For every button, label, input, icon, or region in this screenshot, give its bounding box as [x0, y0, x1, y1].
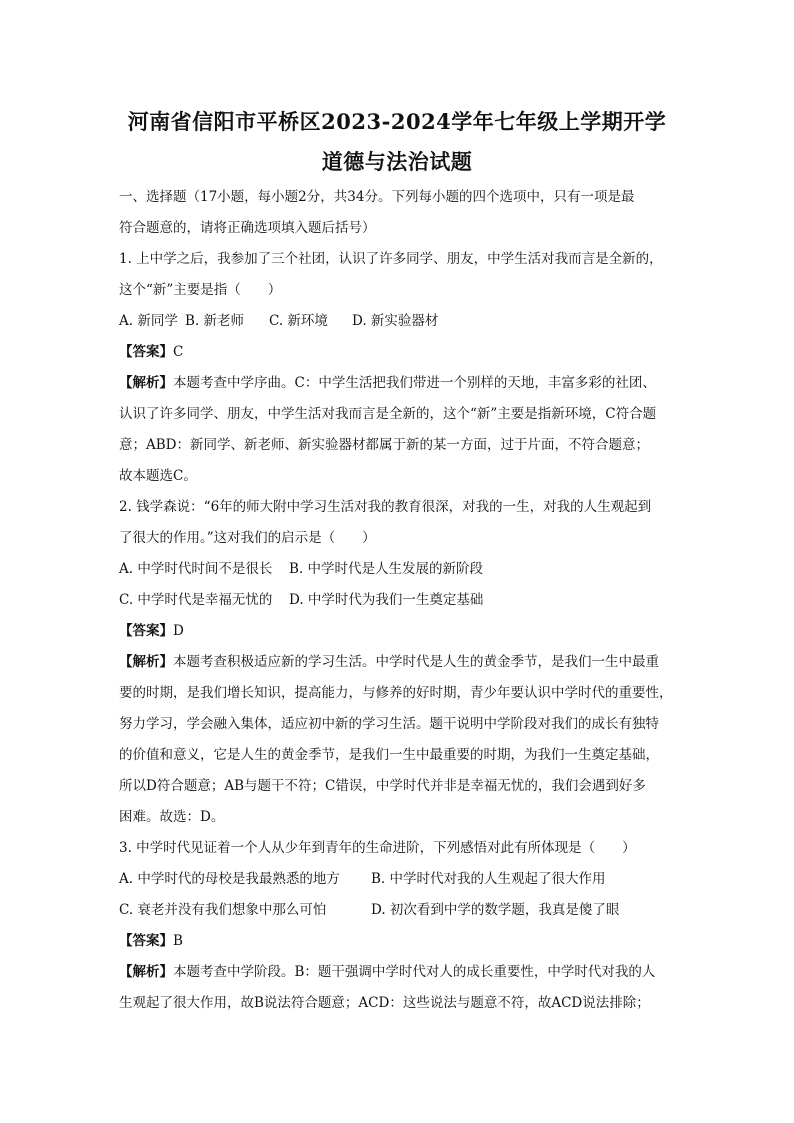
analysis-line: [119, 370, 689, 401]
analysis-text: 要的时期，是我们增长知识，提高能力，与修养的好时期，青少年要认识中学时代的重要性，: [119, 685, 673, 701]
analysis-text: 困难。故选：D。: [119, 809, 225, 825]
analysis-line: [119, 649, 689, 680]
answer-value: C: [173, 344, 184, 360]
section-heading-line1: 一、选择题（17小题，每小题2分，共34分。下列每小题的四个选项中，只有一项是最: [119, 189, 635, 205]
analysis-label: 【解析】: [119, 964, 173, 980]
analysis-text: 本题考查中学阶段。B：题干强调中学时代对人的成长重要性，中学时代对我的人: [173, 964, 656, 980]
analysis-label: 【解析】: [119, 375, 173, 391]
option-d: D. 中学时代为我们一生奠定基础: [289, 592, 484, 608]
question-2: [119, 494, 689, 835]
answer-line: [119, 339, 689, 370]
answer-label: 【答案】: [119, 933, 173, 949]
answer-value: D: [173, 623, 184, 639]
analysis-text: 认识了许多同学、朋友，中学生活对我而言是全新的，这个“新”主要是指新环境，C符合题: [119, 406, 657, 422]
option-a: A. 新同学: [119, 313, 178, 329]
option-b: B. 中学时代对我的人生观起了很大作用: [371, 871, 606, 887]
document-title-line2: 道德与法治试题: [321, 149, 473, 174]
answer-line: [119, 928, 689, 959]
option-c: C. 新环境: [269, 313, 328, 329]
question-options: [119, 897, 689, 928]
question-stem-line: 了很大的作用。”这对我们的启示是（ ）: [119, 530, 376, 546]
question-options: [119, 866, 689, 897]
answer-label: 【答案】: [119, 623, 173, 639]
analysis-text: 意；ABD：新同学、新老师、新实验器材都属于新的某一方面，过于片面，不符合题意；: [119, 437, 649, 453]
question-options: [119, 556, 689, 587]
analysis-line: [119, 959, 689, 990]
question-stem-line: 2. 钱学森说：“6年的师大附中学习生活对我的教育很深，对我的一生，对我的人生观起到: [119, 499, 652, 515]
question-3: [119, 835, 689, 1021]
analysis-text: 故本题选C。: [119, 468, 197, 484]
option-a: A. 中学时代时间不是很长: [119, 561, 273, 577]
option-b: B. 中学时代是人生发展的新阶段: [289, 561, 484, 577]
option-c: C. 衰老并没有我们想象中那么可怕: [119, 902, 327, 918]
option-a: A. 中学时代的母校是我最熟悉的地方: [119, 871, 340, 887]
document-title-line1: 河南省信阳市平桥区2023-2024学年七年级上学期开学: [127, 109, 667, 134]
question-1: [119, 246, 689, 494]
analysis-text: 所以D符合题意；AB与题干不符；C错误，中学时代并非是幸福无忧的，我们会遇到好多: [119, 778, 646, 794]
analysis-text: 生观起了很大作用，故B说法符合题意；ACD：这些说法与题意不符，故ACD说法排除；: [119, 995, 650, 1011]
question-options: [119, 308, 689, 339]
option-b: B. 新老师: [185, 313, 245, 329]
option-c: C. 中学时代是幸福无忧的: [119, 592, 273, 608]
document-body: [119, 184, 689, 1021]
question-stem-line: 1. 上中学之后，我参加了三个社团，认识了许多同学、朋友，中学生活对我而言是全新的，: [119, 251, 663, 267]
question-stem-line: 这个“新”主要是指（ ）: [119, 282, 282, 298]
answer-value: B: [173, 933, 183, 949]
option-d: D. 新实验器材: [352, 313, 439, 329]
section-heading-line2: 符合题意的，请将正确选项填入题后括号）: [119, 220, 376, 236]
question-stem-line: 3. 中学时代见证着一个人从少年到青年的生命进阶，下列感悟对此有所体现是（ ）: [119, 840, 636, 856]
analysis-label: 【解析】: [119, 654, 173, 670]
question-options: [119, 587, 689, 618]
answer-line: [119, 618, 689, 649]
answer-label: 【答案】: [119, 344, 173, 360]
analysis-text: 本题考查中学序曲。C：中学生活把我们带进一个别样的天地，丰富多彩的社团、: [173, 375, 656, 391]
option-d: D. 初次看到中学的数学题，我真是傻了眼: [371, 902, 620, 918]
analysis-text: 本题考查积极适应新的学习生活。中学时代是人生的黄金季节，是我们一生中最重: [173, 654, 659, 670]
analysis-text: 的价值和意义，它是人生的黄金季节，是我们一生中最重要的时期，为我们一生奠定基础，: [119, 747, 659, 763]
analysis-text: 努力学习，学会融入集体，适应初中新的学习生活。题干说明中学阶段对我们的成长有独特: [119, 716, 659, 732]
